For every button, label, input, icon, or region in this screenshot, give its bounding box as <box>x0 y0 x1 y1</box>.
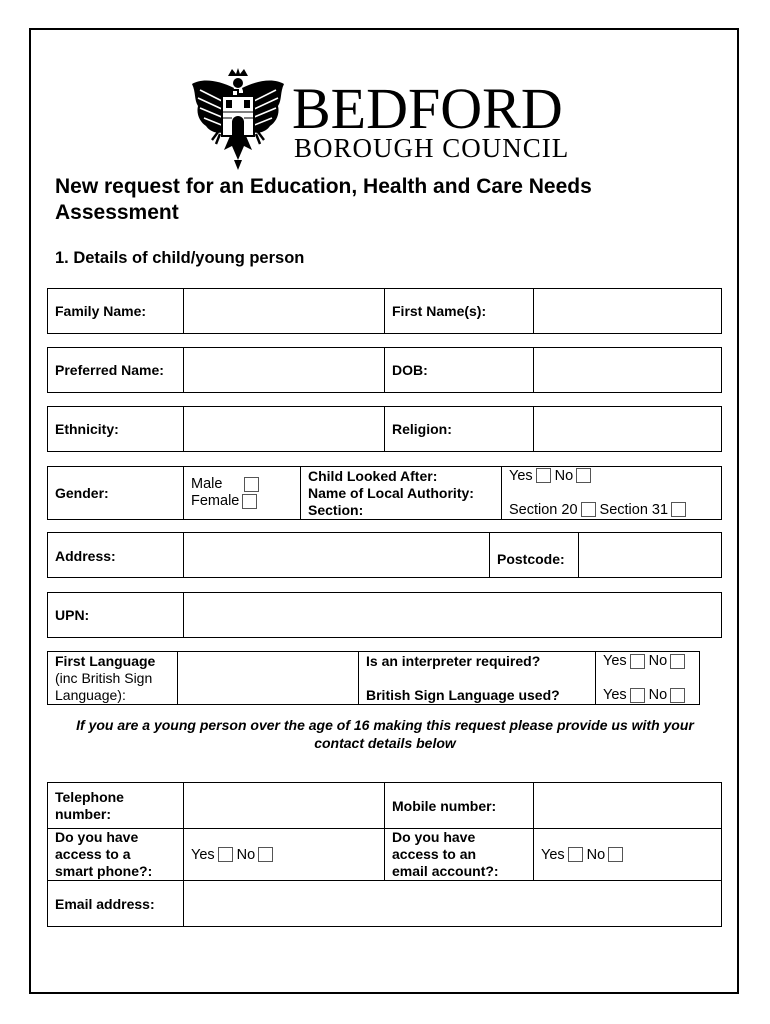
ethnicity-table <box>47 406 722 452</box>
email-access-label: Do you have <box>392 829 476 845</box>
looked-after-no-checkbox[interactable] <box>576 468 591 483</box>
first-language-note-2: Language): <box>55 687 126 703</box>
interpreter-no-checkbox[interactable] <box>670 654 685 669</box>
dob-label: DOB: <box>385 348 534 393</box>
email-access-no-label: No <box>586 846 606 863</box>
telephone-input[interactable] <box>184 783 385 829</box>
section-20-label: Section 20 <box>509 501 578 518</box>
smartphone-cell <box>48 829 184 881</box>
address-label: Address: <box>48 533 184 578</box>
postcode-input[interactable] <box>579 533 722 578</box>
female-label: Female <box>191 493 240 509</box>
section-label: Section: <box>308 502 364 518</box>
address-input[interactable] <box>184 533 490 578</box>
telephone-cell <box>48 783 184 829</box>
dob-input[interactable] <box>534 348 722 393</box>
gender-label: Gender: <box>48 467 184 520</box>
interpreter-yes-label: Yes <box>603 653 627 669</box>
interpreter-no-label: No <box>648 653 668 669</box>
language-table <box>47 651 700 705</box>
preferred-name-input[interactable] <box>184 348 385 393</box>
email-access-label-3: email account?: <box>392 863 499 879</box>
interpreter-yes-checkbox[interactable] <box>630 654 645 669</box>
female-checkbox[interactable] <box>242 494 257 509</box>
mobile-number-label: Mobile number: <box>385 783 534 829</box>
family-name-label: Family Name: <box>48 289 184 334</box>
bsl-label: British Sign Language used? <box>366 687 560 703</box>
smartphone-label-3: smart phone?: <box>55 863 153 879</box>
postcode-label: Postcode: <box>490 533 579 578</box>
interpreter-label: Is an interpreter required? <box>366 653 541 669</box>
religion-label: Religion: <box>385 407 534 452</box>
mobile-number-input[interactable] <box>534 783 722 829</box>
upn-table <box>47 592 722 638</box>
bsl-no-checkbox[interactable] <box>670 688 685 703</box>
email-access-options <box>534 829 722 881</box>
religion-input[interactable] <box>534 407 722 452</box>
smartphone-options <box>184 829 385 881</box>
bsl-no-label: No <box>648 687 668 703</box>
logo-subtitle: BOROUGH COUNCIL <box>294 133 570 163</box>
email-address-input[interactable] <box>184 881 722 927</box>
upn-label: UPN: <box>48 593 184 638</box>
looked-after-yes-label: Yes <box>509 467 533 484</box>
first-language-cell <box>48 652 178 705</box>
looked-after-no-label: No <box>554 467 574 484</box>
family-name-table <box>47 288 722 334</box>
local-authority-label: Name of Local Authority: <box>308 485 474 501</box>
first-language-label: First Language <box>55 653 156 669</box>
section-31-label: Section 31 <box>599 501 669 518</box>
first-language-input[interactable] <box>178 652 359 705</box>
upn-input[interactable] <box>184 593 722 638</box>
male-checkbox[interactable] <box>244 477 259 492</box>
preferred-name-table <box>47 347 722 393</box>
first-names-input[interactable] <box>534 289 722 334</box>
smartphone-label: Do you have <box>55 829 139 845</box>
logo-wordmark: BEDFORD <box>292 76 563 141</box>
family-name-input[interactable] <box>184 289 385 334</box>
looked-after-yes-checkbox[interactable] <box>536 468 551 483</box>
crest-icon <box>188 66 288 174</box>
young-person-note: If you are a young person over the age of 16 making this request please provide us with your contact details below <box>76 717 694 751</box>
section-20-checkbox[interactable] <box>581 502 596 517</box>
gender-table <box>47 466 722 520</box>
email-access-yes-checkbox[interactable] <box>568 847 583 862</box>
section-heading: 1. Details of child/young person <box>55 249 305 267</box>
smartphone-label-2: access to a <box>55 846 131 862</box>
email-access-yes-label: Yes <box>541 846 565 863</box>
interpreter-options <box>596 652 700 705</box>
telephone-label-2: number: <box>55 805 111 822</box>
smartphone-no-checkbox[interactable] <box>258 847 273 862</box>
child-looked-after-label: Child Looked After: <box>308 468 438 484</box>
contact-table <box>47 782 722 927</box>
council-logo <box>188 66 588 176</box>
smartphone-yes-label: Yes <box>191 846 215 863</box>
section-31-checkbox[interactable] <box>671 502 686 517</box>
email-access-label-2: access to an <box>392 846 477 862</box>
address-table <box>47 532 722 578</box>
document-title: New request for an Education, Health and Care Needs Assessment <box>55 175 592 224</box>
male-label: Male <box>191 476 223 492</box>
ethnicity-input[interactable] <box>184 407 385 452</box>
gender-options <box>184 467 301 520</box>
preferred-name-label: Preferred Name: <box>48 348 184 393</box>
smartphone-yes-checkbox[interactable] <box>218 847 233 862</box>
smartphone-no-label: No <box>236 846 256 863</box>
interpreter-labels <box>359 652 596 705</box>
bsl-yes-checkbox[interactable] <box>630 688 645 703</box>
looked-after-options <box>502 467 722 520</box>
first-language-note: (inc British Sign <box>55 670 153 686</box>
email-address-label: Email address: <box>48 881 184 927</box>
ethnicity-label: Ethnicity: <box>48 407 184 452</box>
email-access-cell <box>385 829 534 881</box>
email-access-no-checkbox[interactable] <box>608 847 623 862</box>
looked-after-labels <box>301 467 502 520</box>
first-names-label: First Name(s): <box>385 289 534 334</box>
bsl-yes-label: Yes <box>603 687 627 703</box>
telephone-label: Telephone <box>55 788 124 805</box>
